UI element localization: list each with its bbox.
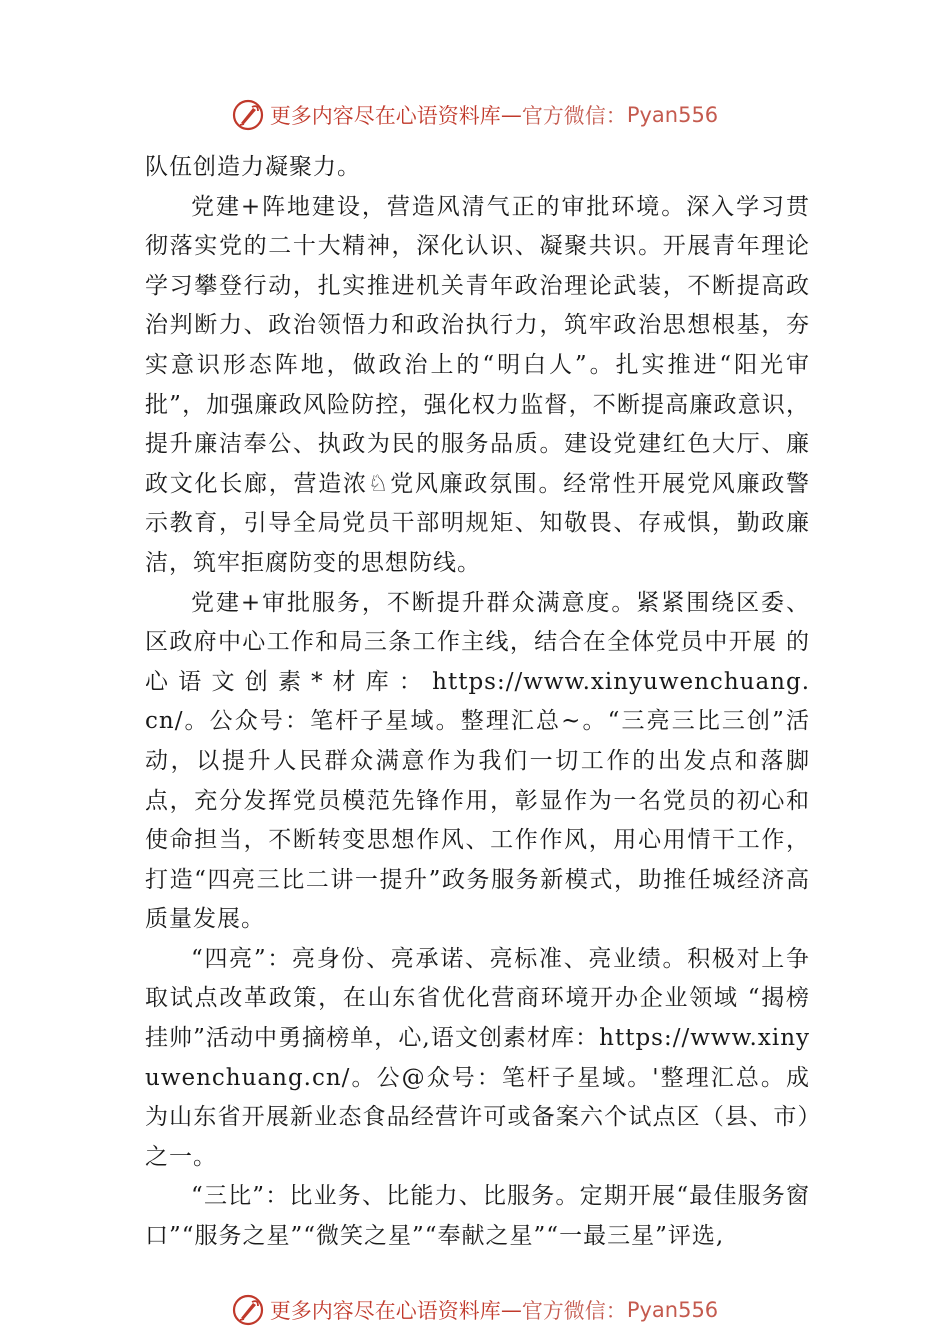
banner-wechat-label: 官方微信：	[521, 1299, 627, 1323]
paragraph-5: “三比”：比业务、比能力、比服务。定期开展“最佳服务窗口”“服务之星”“微笑之星”“奉献之星”“一最三星”评选,	[145, 1183, 810, 1250]
banner-main-text: 更多内容尽在心语资料库	[269, 1299, 501, 1323]
header-banner	[0, 95, 950, 135]
banner-dash: —	[500, 103, 522, 127]
banner-main-text: 更多内容尽在心语资料库	[269, 104, 501, 128]
quill-logo-icon	[232, 99, 264, 131]
banner-wechat-id: Pyan556	[626, 103, 719, 127]
quill-logo-icon	[232, 1294, 264, 1326]
banner-dash: —	[500, 1298, 522, 1322]
paragraph-4: “四亮”：亮身份、亮承诺、亮标准、亮业绩。积极对上争取试点改革政策，在山东省优化营商环境开办企业领域 “揭榜挂帅”活动中勇摘榜单，心,语文创素材库：https://www.xinyuwenchuang.cn/。公@众号：笔杆子星域。'整理汇总。成为山东省开展新业态食品经营许可或备案六个试点区（县、市）之一。	[145, 945, 810, 1170]
banner-wechat-id: Pyan556	[626, 1298, 719, 1322]
banner-wechat-label: 官方微信：	[521, 104, 627, 128]
document-body	[145, 148, 810, 1257]
paragraph-3: 党建+审批服务，不断提升群众满意度。紧紧围绕区委、区政府中心工作和局三条工作主线，结合在全体党员中开展 的 心 语 文 创 素 * 材 库 ： https://www.xinyuwenchuang.cn/。公众号：笔杆子星域。整理汇总~。“三亮三比三创”活动，以提升人民群众满意作为我们一切工作的出发点和落脚点，充分发挥党员模范先锋作用，彰显作为一名党员的初心和使命担当，不断转变思想作风、工作作风，用心用情干工作，打造“四亮三比二讲一提升”政务服务新模式，助推任城经济高质量发展。	[145, 589, 810, 933]
footer-banner	[0, 1290, 950, 1330]
paragraph-1: 队伍创造力凝聚力。	[145, 154, 361, 180]
paragraph-2: 党建+阵地建设，营造风清气正的审批环境。深入学习贯彻落实党的二十大精神，深化认识、凝聚共识。开展青年理论学习攀登行动，扎实推进机关青年政治理论武装，不断提高政治判断力、政治领悟力和政治执行力，筑牢政治思想根基，夯实意识形态阵地，做政治上的“明白人”。扎实推进“阳光审批”，加强廉政风险防控，强化权力监督，不断提高廉政意识，提升廉洁奉公、执政为民的服务品质。建设党建红色大厅、廉政文化长廊，营造浓♘党风廉政氛围。经常性开展党风廉政警示教育，引导全局党员干部明规矩、知敬畏、存戒惧，勤政廉洁，筑牢拒腐防变的思想防线。	[145, 193, 810, 576]
